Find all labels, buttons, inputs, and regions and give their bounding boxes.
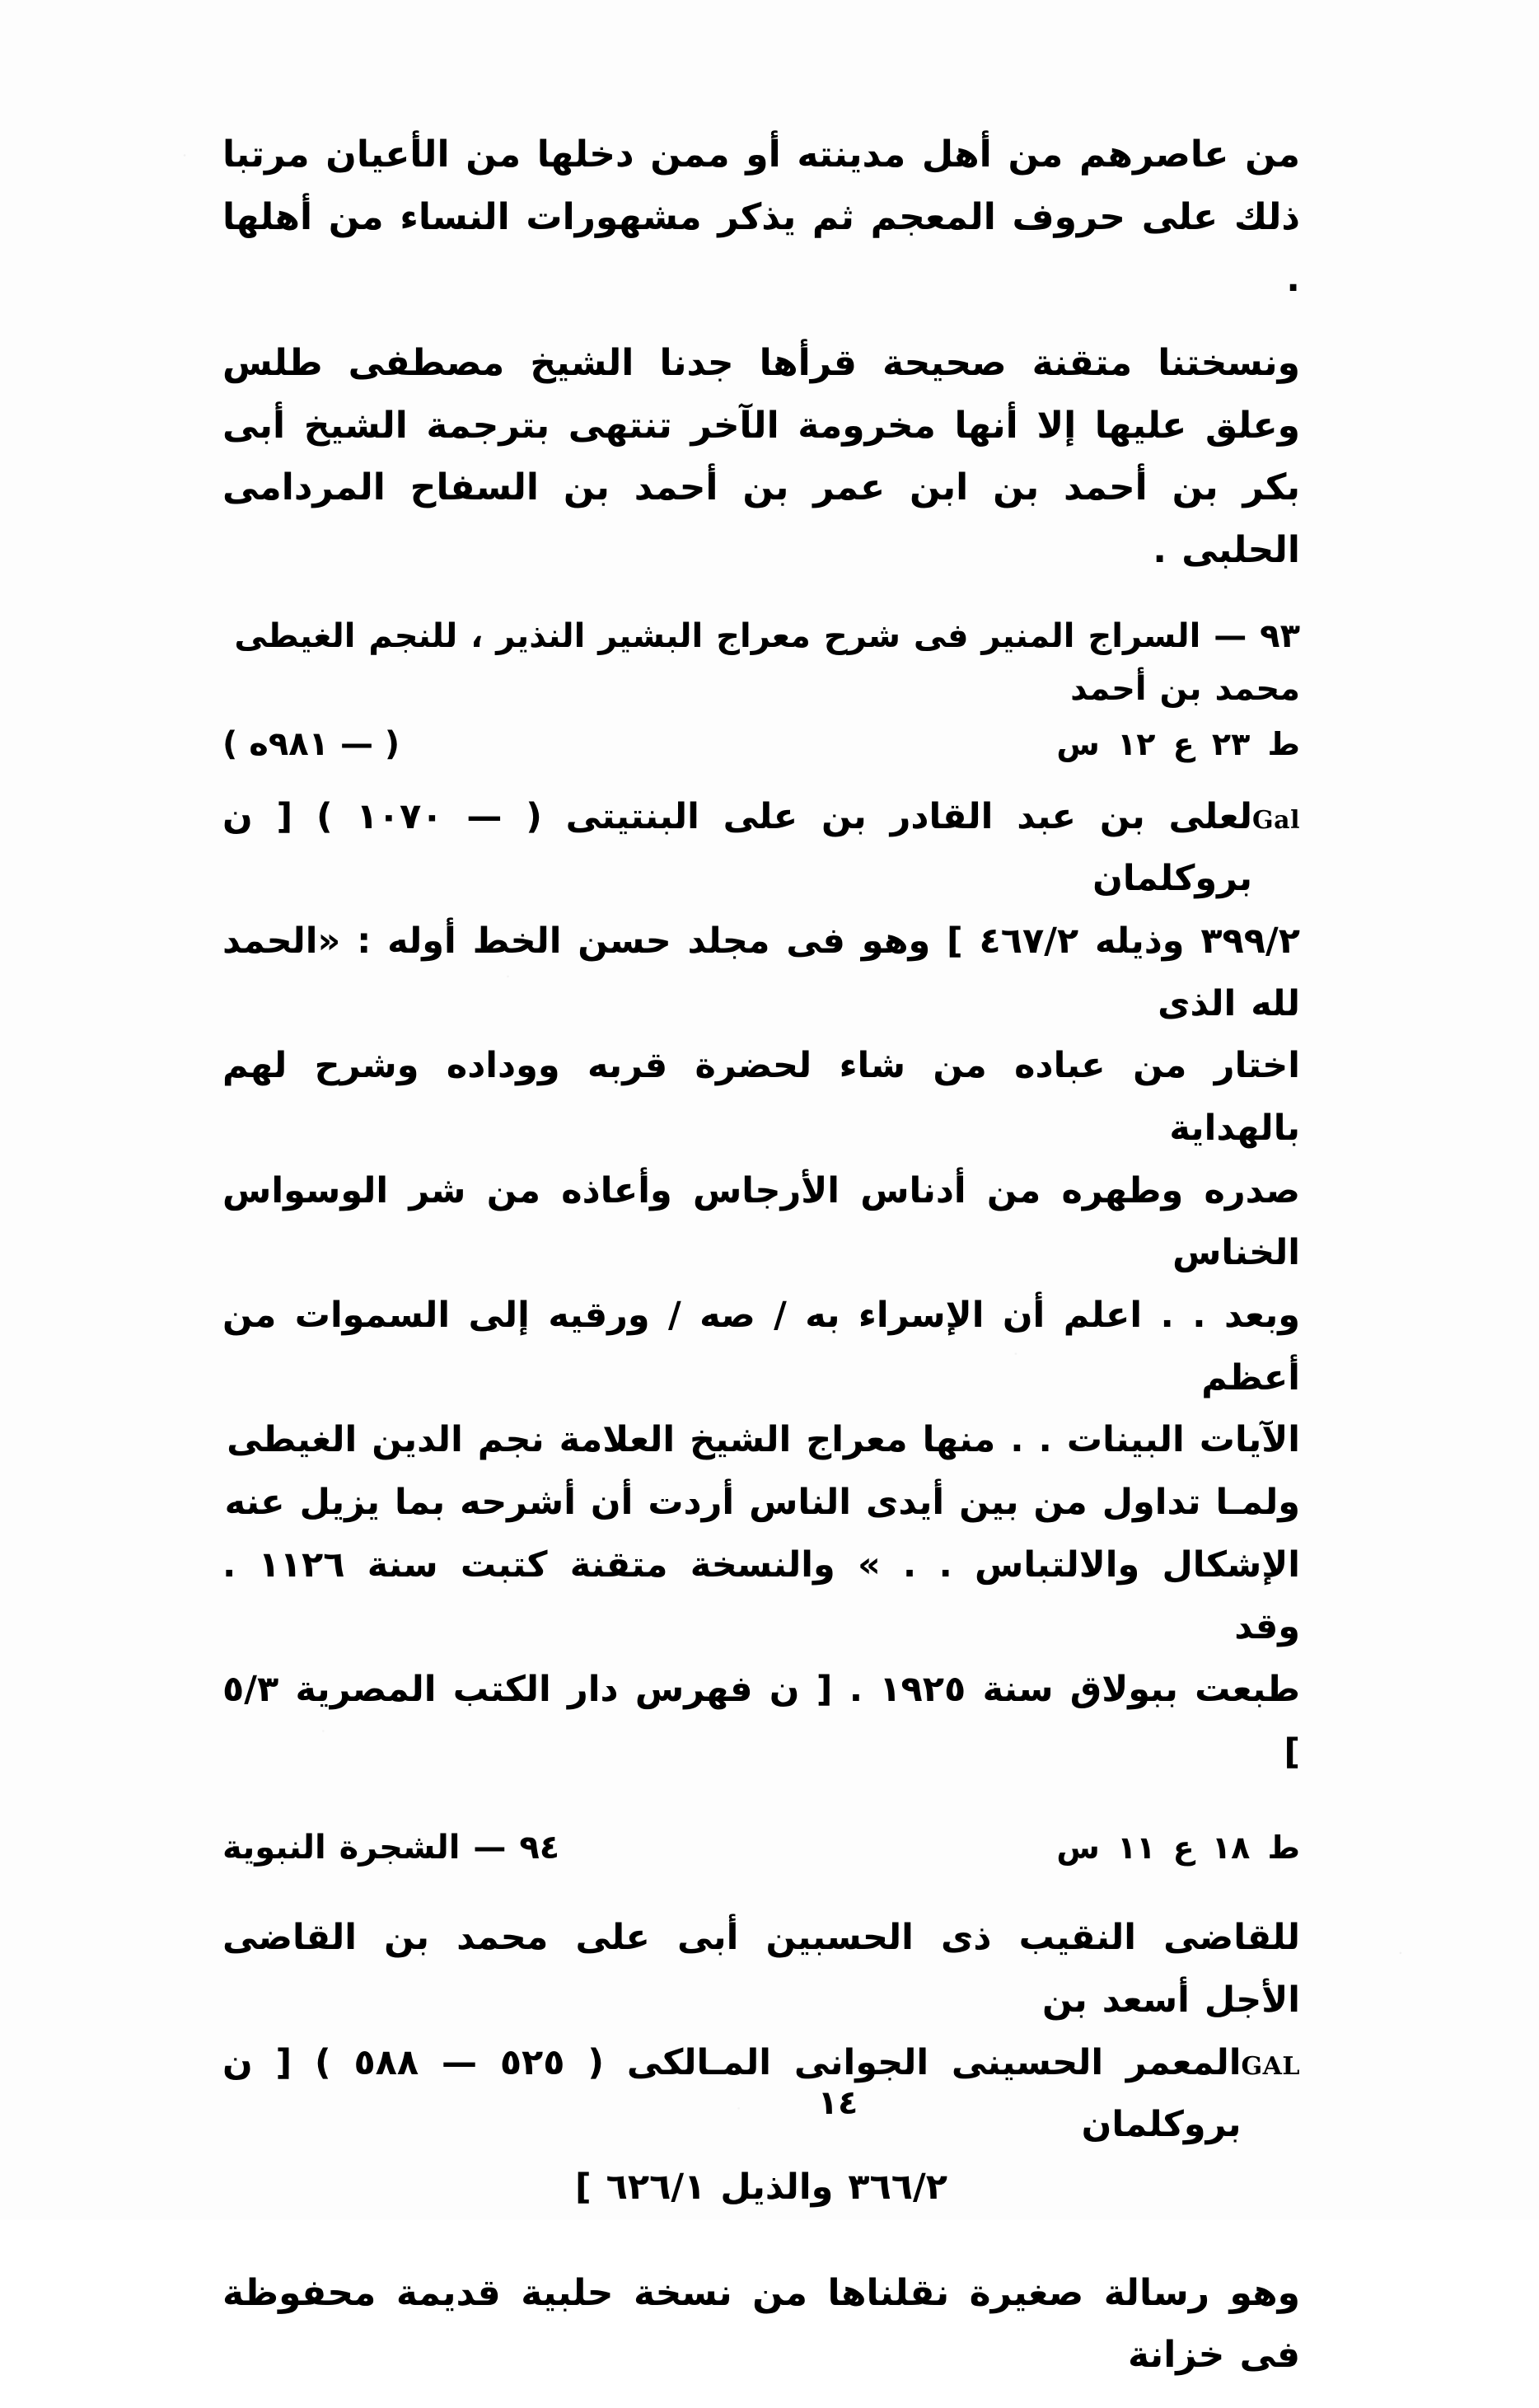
entry-93-death-date: ( — ٩٨١ه )	[222, 724, 400, 763]
entry-94-number: ٩٤	[519, 1829, 560, 1867]
entry-93-date-row	[222, 725, 1300, 763]
entry-93-desc-text-1: لعلى بن عبد القادر بن على البنتيتى ( — ١٠٧٠ ) [ ن بروكلمان	[222, 795, 1253, 900]
entry-94-title-group	[222, 1821, 559, 1874]
entry-93-latin-ref: Gal	[1252, 805, 1300, 835]
entry-93-desc-line-7: ولمـا تداول من بين أيدى الناس أردت أن أشرحه بما يزيل عنه	[224, 1482, 1300, 1524]
entry-93-desc-line-8: الإشكال والالتباس . . » والنسخة متقنة كتبت سنة ١١٢٦ . وقد	[222, 1544, 1300, 1648]
entry-93-number: ٩٣	[1260, 616, 1300, 655]
entry-94-desc-line-3: ٣٦٦/٢ والذيل ٦٢٦/١ ]	[575, 2167, 947, 2209]
entry-93-desc-line-6: الآيات البينات . . منها معراج الشيخ العلامة نجم الدين الغيطى	[227, 1419, 1300, 1461]
entry-93-description	[222, 786, 1300, 1784]
entry-94-desc-line-1: للقاضى النقيب ذى الحسبين أبى على محمد بن القاضى الأجل أسعد بن	[222, 1917, 1300, 2022]
page-text-body	[222, 124, 1300, 2408]
entry-93-desc-line-9: طبعت ببولاق سنة ١٩٢٥ . [ ن فهرس دار الكتب المصرية ٥/٣ ]	[222, 1669, 1301, 1773]
closing-paragraph: وهو رسالة صغيرة نقلناها من نسخة حلبية قديمة محفوظة فى خزانة	[222, 2271, 1300, 2377]
entry-93-desc-line-2: ٣٩٩/٢ وذيله ٤٦٧/٢ ] وهو فى مجلد حسن الخط أوله : «الحمد لله الذى	[222, 921, 1300, 1024]
paragraph-continuation: من عاصرهم من أهل مدينته أو ممن دخلها من الأعيان مرتبا ذلك على حروف المعجم ثم يذكر مشهورات النساء من أهلها .	[222, 134, 1300, 301]
entry-94-shelfmark: ط ١٨ ع ١١ س	[1056, 1829, 1300, 1867]
entry-93-desc-line-3: اختار من عباده من شاء لحضرة قربه وودادە وشرح لهم بالهداية	[222, 1045, 1300, 1150]
catalogue-entry-94	[222, 1821, 1300, 2218]
entry-94-title: الشجرة النبوية	[222, 1829, 461, 1867]
entry-93-title: السراج المنير فى شرح معراج البشير النذير ، للنجم الغيطى محمد بن أحمد	[234, 616, 1300, 708]
entry-94-desc-text-2: المعمر الحسينى الجوانى المـالكى ( ٥٢٥ — ٥٨٨ ) [ ن بروكلمان	[222, 2041, 1242, 2146]
page-number	[0, 2084, 1539, 2122]
entry-93-dash: —	[1214, 616, 1247, 655]
page-number-value: ١٤	[817, 2084, 858, 2122]
entry-94-latin-ref: GAL	[1241, 2051, 1300, 2081]
entry-93-heading	[222, 610, 1300, 715]
paragraph-manuscript-note: ونسختنا متقنة صحيحة قرأها جدنا الشيخ مصطفى طلس وعلق عليها إلا أنها مخرومة الآخر تنتهى بترجمة الشيخ أبى بكر بن أحمد بن ابن عمر بن أحمد بن السفاح المردامى الحلبى .	[222, 342, 1300, 572]
entry-94-heading	[222, 1821, 1300, 1874]
catalogue-entry-93	[222, 610, 1300, 1784]
entry-94-dash: —	[473, 1829, 507, 1867]
entry-93-desc-line-1	[222, 786, 1300, 911]
entry-93-desc-line-4: صدره وطهره من أدناس الأرجاس وأعاذه من شر الوسواس الخناس	[222, 1169, 1300, 1274]
entry-94-description	[222, 1907, 1300, 2218]
entry-93-shelfmark: ط ٢٣ ع ١٢ س	[1056, 725, 1300, 762]
entry-93-desc-line-5: وبعد . . اعلم أن الإسراء به / صه / ورقيه إلى السموات من أعظم	[222, 1295, 1300, 1398]
